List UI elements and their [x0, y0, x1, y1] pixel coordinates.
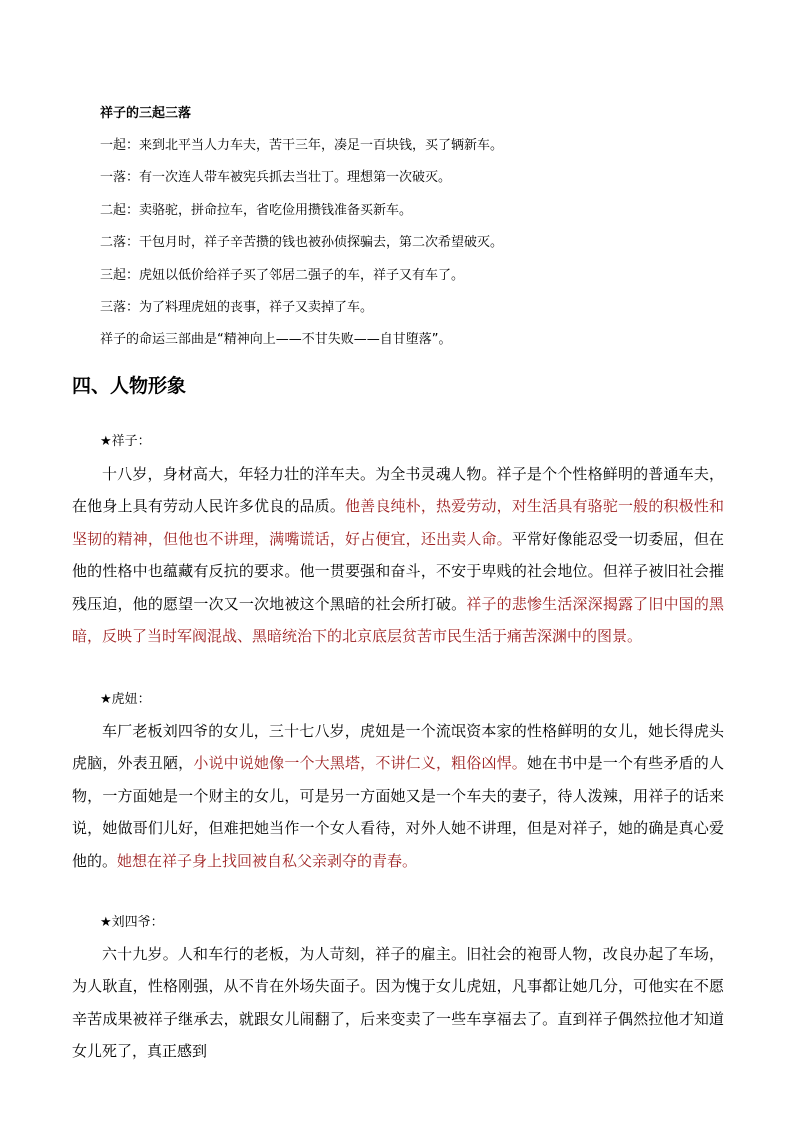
highlighted-text-segment: 小说中说她像一个大黑塔，不讲仁义，粗俗凶悍。: [193, 754, 527, 773]
character-title-liu-siye: ★刘四爷：: [100, 915, 164, 930]
highlighted-text-segment: 他善良纯朴，热爱劳动，对生活具有骆驼一般的积极性和坚韧的精神，但他也不讲理，满嘴谎话，好占便宜，还出卖人命。: [72, 497, 724, 548]
character-description-huniu: [72, 715, 724, 877]
section-heading: 四、人物形象: [72, 375, 187, 397]
highlighted-text-segment: 她想在祥子身上找回被自私父亲剥夺的青春。: [117, 851, 418, 870]
text-line: 三起：虎妞以低价给祥子买了邻居二强子的车，祥子又有车了。: [100, 267, 465, 283]
text-segment: 六十九岁。人和车行的老板，为人苛刻，祥子的雇主。旧社会的袍哥人物，改良办起了车场，为人耿直，性格刚强，从不肯在外场失面子。因为愧于女儿虎妞，凡事都让她几分，可他实在不愿辛苦成果被祥子继承去，就跟女儿闹翻了，后来变卖了一些车享福去了。直到祥子偶然拉他才知道女儿死了，真正感到: [72, 945, 724, 1061]
text-line: 一落：有一次连人带车被宪兵抓去当壮丁。理想第一次破灭。: [100, 170, 452, 186]
text-segment: 车厂老板刘四爷的女儿，三十七八岁，虎妞是一个流氓资本家的性格鲜明的女儿，她长得虎头虎脑，外表丑陋，: [72, 722, 724, 773]
text-line: 一起：来到北平当人力车夫，苦干三年，凑足一百块钱，买了辆新车。: [100, 138, 504, 153]
character-description-xiangzi: [72, 458, 724, 652]
text-line: 祥子的命运三部曲是“精神向上——不甘失败——自甘堕落”。: [100, 332, 452, 348]
character-title-huniu: ★虎妞：: [100, 692, 151, 707]
character-title-xiangzi: ★祥子：: [100, 434, 151, 449]
text-segment: 她在书中是一个有些矛盾的人物，一方面她是一个财主的女儿，可是另一方面她又是一个车夫的妻子，待人泼辣，用祥子的话来说，她做哥们儿好，但难把她当作一个女人看待，对外人她不讲理，但是对祥子，她的确是真心爱他的。: [72, 754, 724, 870]
text-segment: 平常好像能忍受一切委屈，但在他的性格中也蕴藏有反抗的要求。他一贯要强和奋斗，不安于卑贱的社会地位。但祥子被旧社会摧残压迫，他的愿望一次又一次地被这个黑暗的社会所打破。: [72, 529, 724, 613]
section-title: 祥子的三起三落: [100, 106, 192, 121]
text-line: 二起：卖骆驼，拼命拉车，省吃俭用攒钱准备买新车。: [100, 202, 413, 218]
character-description-liu-siye: [72, 938, 724, 1068]
text-line: 二落：干包月时，祥子辛苦攒的钱也被孙侦探骗去，第二次希望破灭。: [100, 235, 504, 251]
rise-and-fall-section: [100, 98, 740, 357]
highlighted-text-segment: 祥子的悲惨生活深深揭露了旧中国的黑暗，反映了当时军阀混战、黑暗统治下的北京底层贫苦市民生活于痛苦深渊中的图景。: [72, 594, 724, 646]
text-line: 三落：为了料理虎妞的丧事，祥子又卖掉了车。: [100, 299, 374, 315]
text-segment: 十八岁，身材高大，年轻力壮的洋车夫。为全书灵魂人物。祥子是个个性格鲜明的普通车夫，在他身上具有劳动人民许多优良的品质。: [72, 465, 724, 516]
